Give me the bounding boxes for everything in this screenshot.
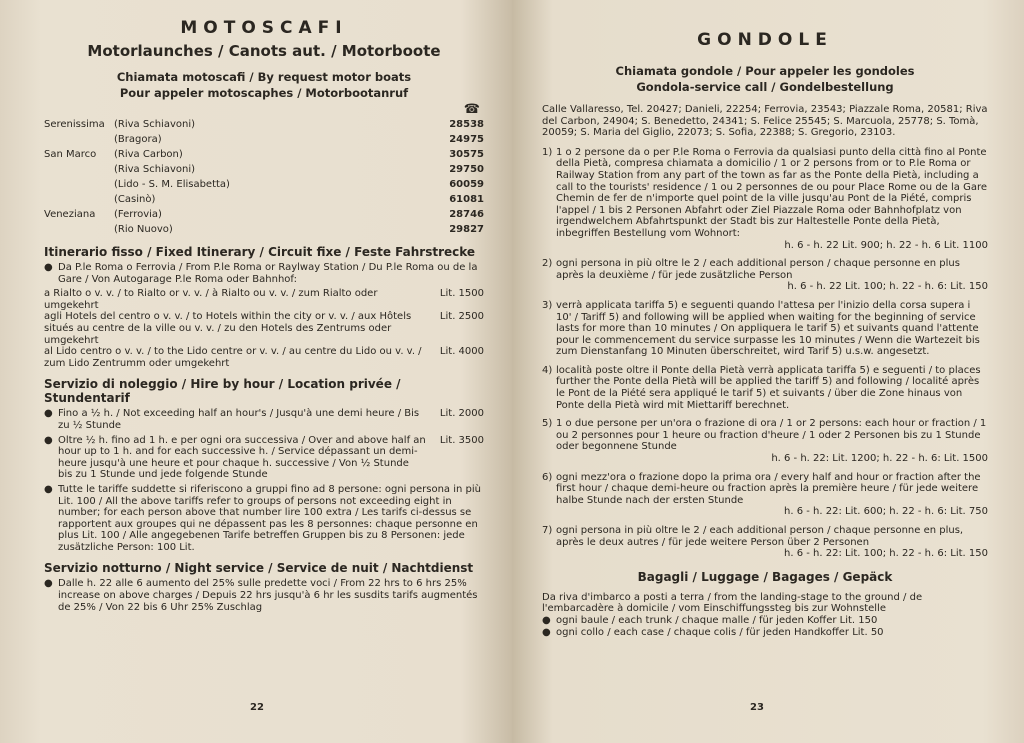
itinerary-row: a Rialto o v. v. / to Rialto or v. v. / à Rialto ou v. v. / zum Rialto oder umgekehrt Lit. 1500 (44, 288, 484, 311)
night-title: Servizio notturno / Night service / Service de nuit / Nachtdienst (44, 561, 474, 576)
phone-row: Serenissima (Riva Schiavoni) 28538 (44, 119, 484, 130)
hire-title: Servizio di noleggio / Hire by hour / Location privée / Stundentarif (44, 377, 401, 406)
tariff-item: 2) ogni persona in più oltre le 2 / each additional person / chaque personne en plus après la deuxième / für jede zusätzliche Person h. 6 - h. 22 Lit. 100; h. 22 - h. 6: Lit. 150 (542, 258, 988, 293)
hire-item: ● Fino a ½ h. / Not exceeding half an hour's / Jusqu'à une demi heure / Bis zu ½ Stunde Lit. 2000 (44, 408, 484, 431)
night-item: ● Dalle h. 22 alle 6 aumento del 25% sulle predette voci / From 22 hrs to 6 hrs 25% increase on above charges / Depuis 22 hrs jusqu'à 6 hr les susdits tarifs augmentés de 25% / Von 22 bis 6 Uhr 25% Zuschlag (44, 578, 478, 613)
gondola-call-heading-2: Gondola-service call / Gondelbestellung (636, 80, 894, 94)
page-number: 23 (750, 702, 764, 713)
motoscafi-subtitle: Motorlaunches / Canots aut. / Motorboote (87, 42, 441, 60)
phone-row: (Lido - S. M. Elisabetta) 60059 (114, 179, 484, 190)
call-heading-2: Pour appeler motoscaphes / Motorbootanruf (119, 86, 409, 100)
luggage-intro: Da riva d'imbarco a posti a terra / from the landing-stage to the ground / de l'embarcadère à domicile / vom Einschiffungssteg bis zur Wohnstelle (542, 591, 923, 615)
luggage-item: ● ogni collo / each case / chaque colis / für jeden Handkoffer Lit. 50 (542, 626, 884, 638)
itinerary-row: al Lido centro o v. v. / to the Lido centre or v. v. / au centre du Lido ou v. v. / zum Lido Zentrumm oder umgekehrt Lit. 4000 (44, 346, 484, 369)
tariff-item: 1) 1 o 2 persone da o per P.le Roma o Ferrovia da qualsiasi punto della città fino al Ponte della Pietà, compresa chiamata a domicilio / 1 or 2 persons from or to P.le Roma or Railway Station from any part of the town as far as the Ponte della Pietà, including a call to the tourists' residence / 1 ou 2 personnes de ou pour Place Rome ou de la Gare Chemin de fer de n'importe quel point de la ville jusqu'au Pont de la Piété, compris l'appel / 1 bis 2 Personen Abfahrt oder Ziel Piazzale Roma oder Bahnhofplatz von irgendwelchem Abfahrtspunkt der Stadt bis zur Haltestelle Ponte della Pietà, inbegriffen Bestellung vom Wohnort: h. 6 - h. 22 Lit. 900; h. 22 - h. 6 Lit. 1100 (542, 146, 988, 251)
tariff-item: 5) 1 o due persone per un'ora o frazione di ora / 1 or 2 persons: each hour or fraction / 1 ou 2 personnes pour 1 heure ou fraction d'heure / 1 oder 2 Personen bis zu 1 Stunde oder begonnene Stunde h. 6 - h. 22: Lit. 1200; h. 22 - h. 6: Lit. 1500 (542, 418, 988, 465)
phone-row: San Marco (Riva Carbon) 30575 (44, 149, 484, 160)
phone-row: (Riva Schiavoni) 29750 (114, 164, 484, 175)
tariff-item: 6) ogni mezz'ora o frazione dopo la prima ora / every half and hour or fraction after the first hour / chaque demi-heure ou fraction après la première heure / für jede weitere halbe Stunde nach der ersten Stunde h. 6 - h. 22: Lit. 600; h. 22 - h. 6: Lit. 750 (542, 471, 988, 518)
hire-item: ● Oltre ½ h. fino ad 1 h. e per ogni ora successiva / Over and above half an hour up to 1 h. and for each successive h. / Service dépassant un demi-heure jusqu'à une heure et pour chaque h. successive / Von ½ Stunde bis zu 1 Stunde und jede folgende Stunde Lit. 3500 (44, 434, 484, 481)
tariff-item: 4) località poste oltre il Ponte della Pietà verrà applicata tariffa 5) e seguenti / to places further the Ponte della Pietà will be applied the tariff 5) and following / localité après le Pont de la Piété sera appliqué le tarif 5) et suivants / über die Zone hinaus von Ponte della Pietà wird mit Miettariff berechnet. (542, 364, 981, 411)
page-number: 22 (250, 702, 264, 713)
page-title-motoscafi: MOTOSCAFI (180, 18, 348, 38)
itinerary-row: agli Hotels del centro o v. v. / to Hotels within the city or v. v. / aux Hôtels situés au centre de la ville ou v. v. / zu den Hotels des Zentrums oder umgekehrt Lit. 2500 (44, 311, 484, 346)
phone-row: (Rio Nuovo) 29827 (114, 224, 484, 235)
telephone-icon: ☎ (463, 102, 480, 117)
page-title-gondole: GONDOLE (697, 30, 833, 50)
itinerary-intro: ● Da P.le Roma o Ferrovia / From P.le Roma or Raylway Station / Du P.le Roma ou de la Gare / Von Autogarage P.le Roma oder Bahnhof: (44, 262, 478, 285)
call-heading-1: Chiamata motoscafi / By request motor boats (116, 70, 412, 84)
gondola-stations: Calle Vallaresso, Tel. 20427; Danieli, 22254; Ferrovia, 23543; Piazzale Roma, 20581; Riva del Carbon, 24904; S. Benedetto, 24341; S. Felice 25545; S. Marcuola, 25778; S. Tomà, 20059; S. Maria del Giglio, 22073; S. Sofia, 22388; S. Gregorio, 23103. (542, 104, 988, 139)
phone-list (44, 117, 484, 237)
phone-row: (Casinò) 61081 (114, 194, 484, 205)
right-page (512, 0, 1024, 743)
tariff-item: 7) ogni persona in più oltre le 2 / each additional person / chaque personne en plus, après le deux autres / für jede weitere Person über 2 Personen h. 6 - h. 22: Lit. 100; h. 22 - h. 6: Lit. 150 (542, 525, 988, 560)
itinerary-title: Itinerario fisso / Fixed Itinerary / Circuit fixe / Feste Fahrstrecke (44, 245, 476, 259)
luggage-item: ● ogni baule / each trunk / chaque malle / für jeden Koffer Lit. 150 (542, 614, 878, 626)
hire-item: ● Tutte le tariffe suddette si riferiscono a gruppi fino ad 8 persone: ogni persona in più Lit. 100 / All the above tariffs refer to groups of persons not exceeding eight in number; for each person above that number lire 100 extra / Les tarifs ci-dessus se rapportent aux groupes qui ne dépassent pas les 8 personnes: chaque personne en plus Lit. 100 / Alle angegebenen Tarife betreffen Gruppen bis zu 8 Personen: jede zusätzliche Person: 100 Lit. (44, 483, 481, 553)
luggage-title: Bagagli / Luggage / Bagages / Gepäck (637, 569, 893, 584)
phone-row: (Bragora) 24975 (114, 134, 484, 145)
tariff-item: 3) verrà applicata tariffa 5) e seguenti quando l'attesa per l'inizio della corsa supera i 10' / Tariff 5) and following will be applied when waiting for the beginning of service lasts for more than 10 minutes / On appliquera le tarif 5) et suivants quand l'attente pour le commencement du service surpasse les 10 minutes / Wenn die Wartezeit bis zum Dienstanfang 10 Minuten überschreitet, wird Tarif 5) u.s.w. angesetzt. (542, 299, 980, 358)
phone-row: Veneziana (Ferrovia) 28746 (44, 209, 484, 220)
gondola-call-heading-1: Chiamata gondole / Pour appeler les gondoles (615, 64, 915, 78)
